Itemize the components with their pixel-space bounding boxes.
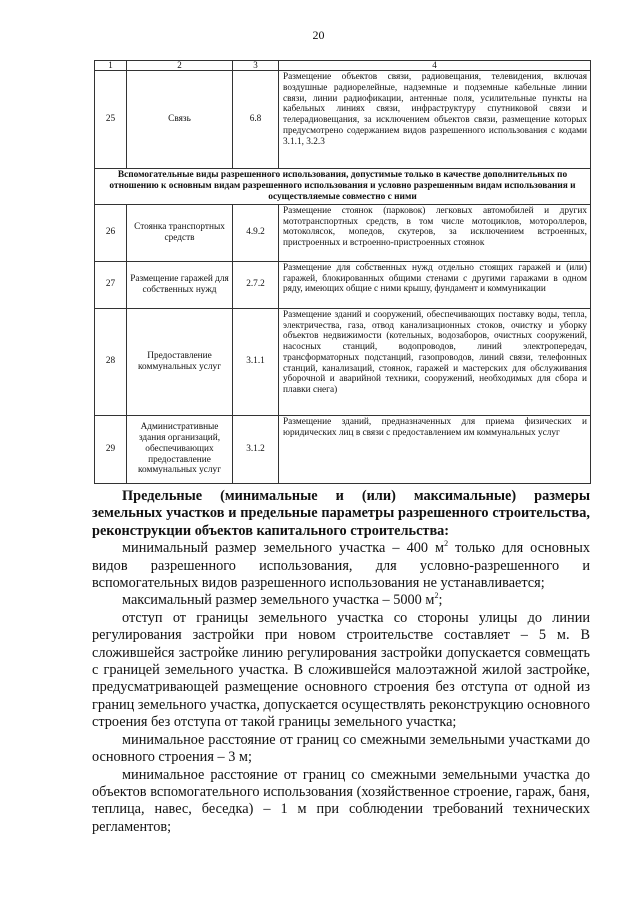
paragraph-text: только для основных видов разрешенного использования, для условно-разрешенного и вспомогательных видов разрешенного использования не устанавливается; <box>92 540 590 592</box>
paragraph: минимальное расстояние от границ со смежными земельными участка до объектов вспомогательного использования (хозяйственное строение, гараж, баня, теплица, навес, беседка) – 1 м при соблюдении требований технических регламентов; <box>92 766 590 835</box>
use-description: Размещение стоянок (парковок) легковых автомобилей и других мототранспортных средств, в том числе мотоциклов, мотороллеров, мотоколясок, мопедов, скутеров, за исключением встроенных, пристроенных и встроенно-пристроенных стоянок <box>279 204 591 261</box>
superscript: 2 <box>444 539 449 549</box>
table-header-row <box>95 61 591 71</box>
table-row <box>95 261 591 308</box>
row-number: 27 <box>95 261 127 308</box>
row-number: 29 <box>95 415 127 483</box>
use-code: 3.1.1 <box>233 308 279 415</box>
section-row <box>95 169 591 205</box>
use-name: Связь <box>127 71 233 169</box>
paragraph: отступ от границы земельного участка со стороны улицы до линии регулирования застройки при новом строительстве составляет – 5 м. В сложившейся застройке линию регулирования застройки допускается совмещать с границей земельного участка. В сложившейся малоэтажной жилой застройке, предусматривающей размещение основного строения без отступа от одной из границ земельного участка, допускается осуществлять реконструкцию основного строения без отступа от такой границы земельного участка; <box>92 609 590 731</box>
page-number: 20 <box>312 28 325 42</box>
use-code: 3.1.2 <box>233 415 279 483</box>
use-description: Размещение зданий и сооружений, обеспечивающих поставку воды, тепла, электричества, газа, отвод канализационных стоков, очистку и уборку объектов недвижимости (котельных, водозаборов, очистных сооружений, насосных станций, водопроводов, линий электропередач, трансформаторных подстанций, газопроводов, линий связи, телефонных станций, канализаций, стоянок, гаражей и мастерских для обслуживания уборочной и аварийной техники, сооружений, необходимых для сбора и плавки снега) <box>279 308 591 415</box>
table-row <box>95 308 591 415</box>
paragraph <box>92 592 590 609</box>
table-row <box>95 71 591 169</box>
paragraph-text: минимальный размер земельного участка – 400 м <box>122 540 445 557</box>
table-row <box>95 204 591 261</box>
row-number: 25 <box>95 71 127 169</box>
use-name: Стоянка транспортных средств <box>127 204 233 261</box>
use-name: Предоставление коммунальных услуг <box>127 308 233 415</box>
superscript: 2 <box>434 591 439 601</box>
header-cell: 4 <box>279 61 591 71</box>
use-code: 6.8 <box>233 71 279 169</box>
row-number: 28 <box>95 308 127 415</box>
section-title: Вспомогательные виды разрешенного использования, допустимые только в качестве дополнительных по отношению к основным видам разрешенного использования и условно разрешенным видам использования и осуществляемые совместно с ними <box>95 169 591 205</box>
land-use-table <box>94 60 591 484</box>
use-description: Размещение для собственных нужд отдельно стоящих гаражей и (или) гаражей, блокированных общими стенами с другими гаражами в одном ряду, имеющих общие с ними крышу, фундамент и коммуникации <box>279 261 591 308</box>
header-cell: 1 <box>95 61 127 71</box>
section-heading: Предельные (минимальные и (или) максимальные) размеры земельных участков и предельные параметры разрешенного строительства, реконструкции объектов капитального строительства: <box>92 488 590 539</box>
row-number: 26 <box>95 204 127 261</box>
use-code: 4.9.2 <box>233 204 279 261</box>
use-name: Административные здания организаций, обеспечивающих предоставление коммунальных услуг <box>127 415 233 483</box>
use-description: Размещение зданий, предназначенных для приема физических и юридических лиц в связи с предоставлением им коммунальных услуг <box>279 415 591 483</box>
paragraph: минимальное расстояние от границ со смежными земельными участками до основного строения – 3 м; <box>92 731 590 766</box>
header-cell: 2 <box>127 61 233 71</box>
paragraph <box>92 540 590 592</box>
header-cell: 3 <box>233 61 279 71</box>
use-description: Размещение объектов связи, радиовещания, телевидения, включая воздушные радиорелейные, надземные и подземные кабельные линии связи, линии радиофикации, антенные поля, усилительные пункты на кабельных линиях связи, инфраструктуру спутниковой связи и телерадиовещания, за исключением объектов связи, размещение которых предусмотрено содержанием видов разрешенного использования с кодами 3.1.1, 3.2.3 <box>279 71 591 169</box>
paragraph-text: максимальный размер земельного участка – 5000 м <box>122 592 435 609</box>
use-code: 2.7.2 <box>233 261 279 308</box>
body-text <box>92 488 590 836</box>
use-name: Размещение гаражей для собственных нужд <box>127 261 233 308</box>
paragraph-text: ; <box>438 592 443 609</box>
table-row <box>95 415 591 483</box>
